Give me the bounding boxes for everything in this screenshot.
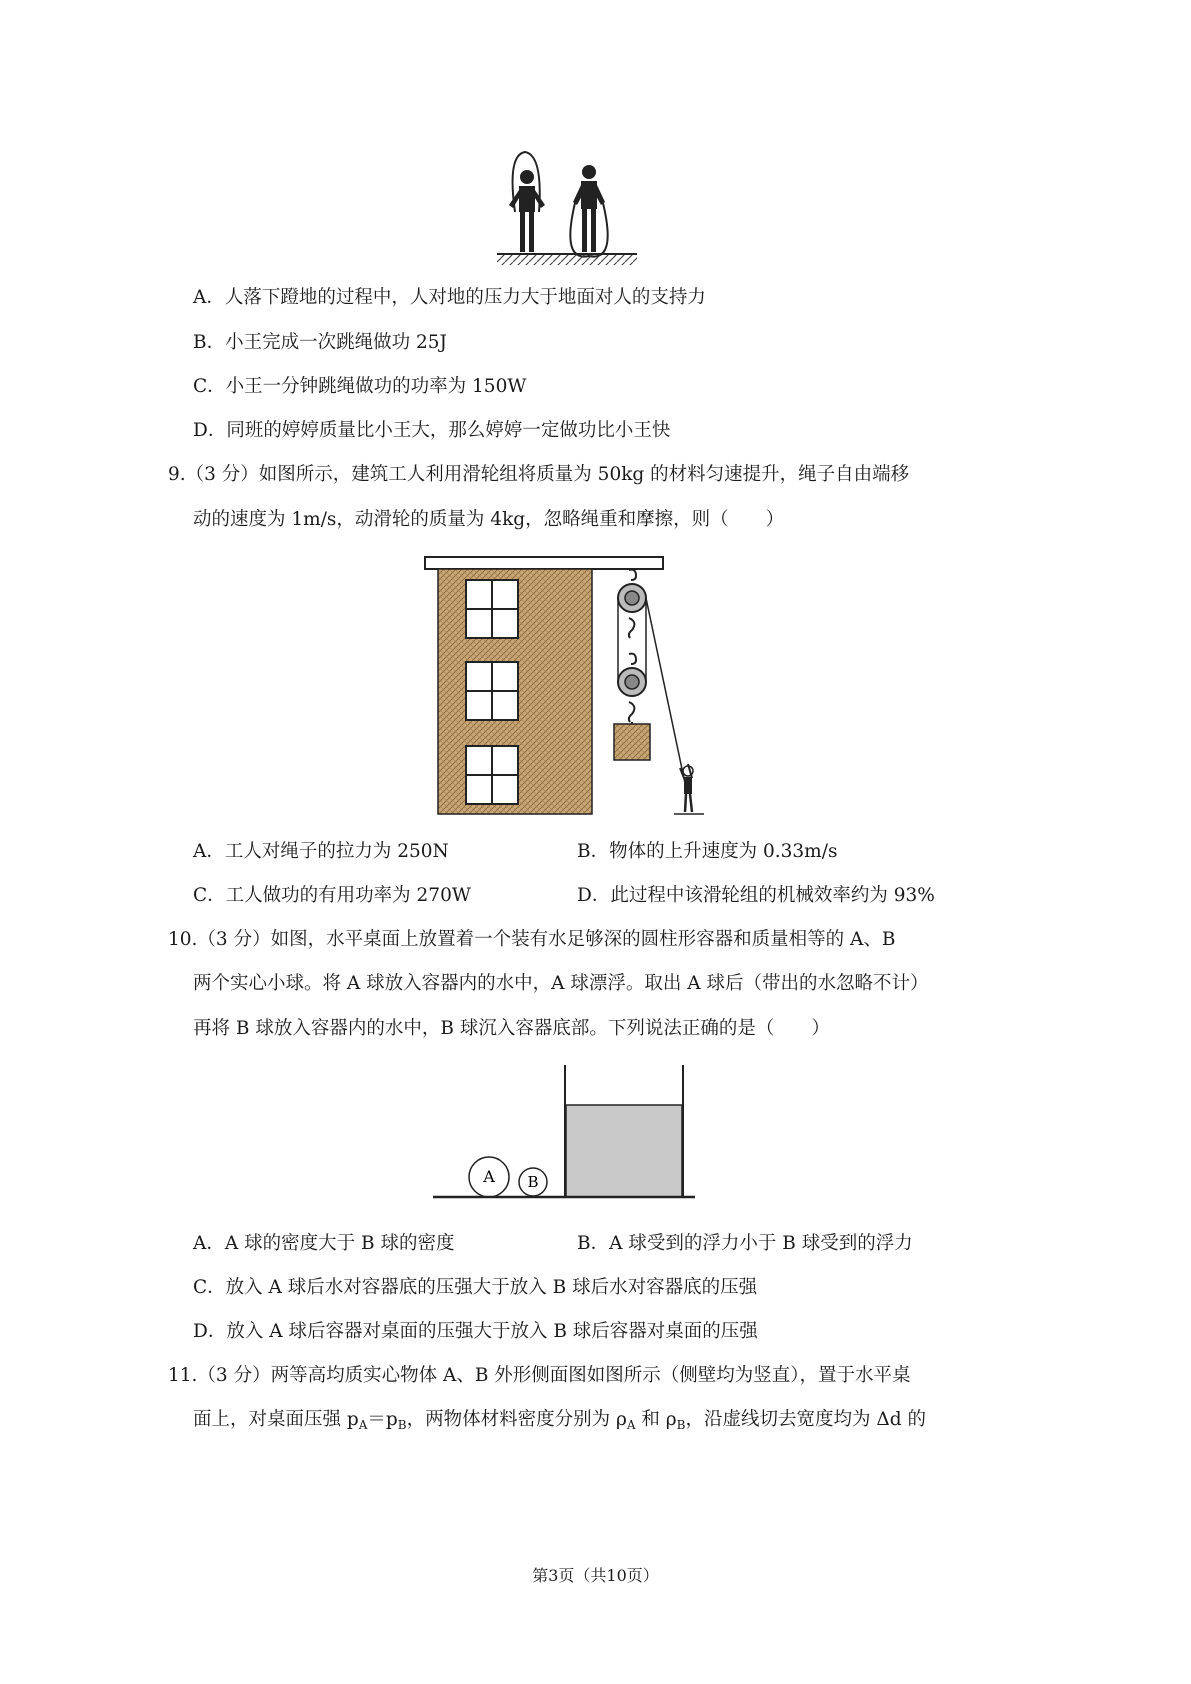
q10-stem-line-2: 两个实心小球。将 A 球放入容器内的水中，A 球漂浮。取出 A 球后（带出的水忽略不计） bbox=[193, 973, 929, 994]
q9-option-c: C．工人做功的有用功率为 270W bbox=[193, 885, 471, 906]
q11-sub-rho-b: B bbox=[676, 1418, 686, 1432]
q11-line2-part-c: ，两物体材料密度分别为 ρ bbox=[406, 1409, 627, 1430]
q9-option-a: A．工人对绳子的拉力为 250N bbox=[193, 841, 449, 862]
q10-option-d: D．放入 A 球后容器对桌面的压强大于放入 B 球后容器对桌面的压强 bbox=[193, 1321, 758, 1342]
q11-stem-line-1: 11.（3 分）两等高均质实心物体 A、B 外形侧面图如图所示（侧壁均为竖直），置于水平桌 bbox=[168, 1365, 911, 1386]
q9-option-b: B．物体的上升速度为 0.33m/s bbox=[577, 841, 838, 862]
jump-rope-figure bbox=[497, 150, 637, 268]
q11-line2-part-d: 和 ρ bbox=[635, 1409, 677, 1430]
q10-option-c: C．放入 A 球后水对容器底的压强大于放入 B 球后水对容器底的压强 bbox=[193, 1277, 758, 1298]
container-balls-figure bbox=[433, 1063, 695, 1209]
q11-line2-part-b: ＝p bbox=[367, 1409, 398, 1430]
q10-stem-line-3: 再将 B 球放入容器内的水中，B 球沉入容器底部。下列说法正确的是（ ） bbox=[193, 1018, 830, 1039]
q11-sub-rho-a: A bbox=[626, 1418, 636, 1432]
q11-line2-part-e: ，沿虚线切去宽度均为 Δd 的 bbox=[685, 1409, 926, 1430]
q10-option-b: B．A 球受到的浮力小于 B 球受到的浮力 bbox=[577, 1233, 913, 1254]
q11-sub-pb: B bbox=[397, 1418, 407, 1432]
q8-option-d: D．同班的婷婷质量比小王大，那么婷婷一定做功比小王快 bbox=[193, 420, 671, 441]
page-footer: 第3页（共10页） bbox=[532, 1566, 659, 1585]
ball-b-label: B bbox=[527, 1173, 539, 1191]
q9-stem-line-1: 9.（3 分）如图所示，建筑工人利用滑轮组将质量为 50kg 的材料匀速提升，绳子自由端移 bbox=[168, 464, 910, 485]
q11-sub-pa: A bbox=[358, 1418, 368, 1432]
q8-option-b: B．小王完成一次跳绳做功 25J bbox=[193, 332, 447, 353]
q8-option-c: C．小王一分钟跳绳做功的功率为 150W bbox=[193, 376, 527, 397]
q10-option-a: A．A 球的密度大于 B 球的密度 bbox=[193, 1233, 455, 1254]
pulley-building-figure bbox=[424, 556, 714, 818]
q9-option-d: D．此过程中该滑轮组的机械效率约为 93% bbox=[577, 885, 935, 906]
q9-stem-line-2: 动的速度为 1m/s，动滑轮的质量为 4kg，忽略绳重和摩擦，则（ ） bbox=[193, 509, 785, 530]
q11-stem-line-2 bbox=[193, 1408, 926, 1437]
q8-option-a: A．人落下蹬地的过程中，人对地的压力大于地面对人的支持力 bbox=[193, 287, 706, 308]
q10-stem-line-1: 10.（3 分）如图，水平桌面上放置着一个装有水足够深的圆柱形容器和质量相等的 A、B bbox=[168, 929, 896, 950]
q11-line2-part-a: 面上，对桌面压强 p bbox=[193, 1409, 359, 1430]
ball-a-label: A bbox=[483, 1167, 495, 1186]
